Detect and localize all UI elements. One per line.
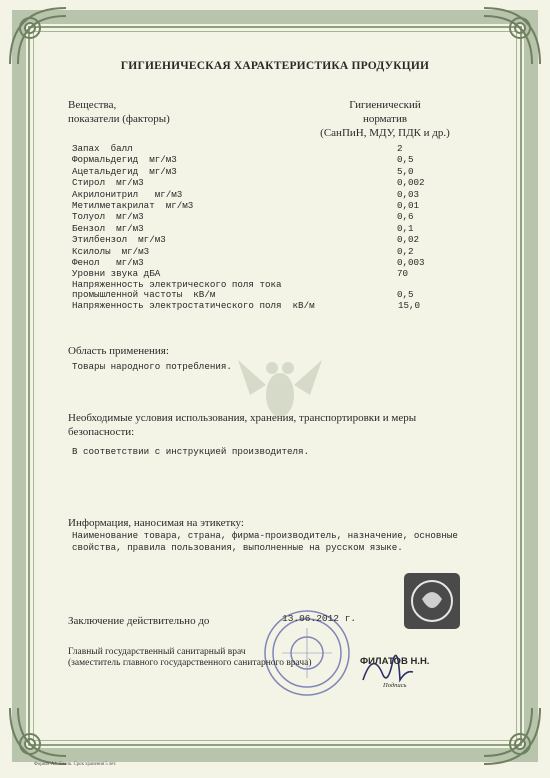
table-row: Напряженность электростатического поля кВ/м 15,0	[72, 299, 421, 311]
form-footer: Формат А4. Бланк. Срок хранения 5 лет.	[34, 762, 117, 767]
expiry-label: Заключение действительно до	[68, 615, 210, 627]
table-row: Уровни звука дБА 70	[72, 268, 409, 280]
table-row: Ксилолы мг/м3 0,2	[72, 245, 414, 257]
column-header-norm: Гигиенический норматив (СанПиН, МДУ, ПДК и др.)	[320, 99, 450, 139]
table-row: Запах балл 2	[72, 143, 403, 154]
scope-text: Товары народного потребления.	[72, 361, 232, 372]
signature-caption: Подпись	[383, 682, 407, 689]
table-row: Ацетальдегид мг/м3 5,0	[72, 165, 414, 177]
scope-label: Область применения:	[68, 345, 169, 357]
table-row: Акрилонитрил мг/м3 0,03	[72, 188, 420, 200]
corner-ornament-icon	[6, 4, 70, 68]
corner-ornament-icon	[480, 704, 544, 768]
signer-title: Главный государственный санитарный врач	[68, 647, 246, 657]
corner-ornament-icon	[480, 4, 544, 68]
table-row: Напряженность электрического поля тока промышленной частоты кВ/м 0,5	[72, 278, 414, 301]
table-row: Толуол мг/м3 0,6	[72, 211, 414, 223]
label-info-label: Информация, наносимая на этикетку:	[68, 517, 244, 529]
table-row: Стирол мг/м3 0,002	[72, 177, 425, 189]
table-row: Формальдегид мг/м3 0,5	[72, 154, 414, 166]
table-row: Этилбензол мг/м3 0,02	[72, 234, 420, 246]
expiry-date: 13.06.2012 г.	[282, 613, 357, 624]
signer-title-deputy: (заместитель главного государственного санитарного врача)	[68, 658, 312, 668]
table-row: Фенол мг/м3 0,003	[72, 256, 425, 268]
label-info-text: Наименование товара, страна, фирма-производитель, назначение, основные свойства, правила пользования, выполненные на русском языке.	[72, 530, 458, 553]
conditions-text: В соответствии с инструкцией производителя.	[72, 446, 310, 457]
document-title: ГИГИЕНИЧЕСКАЯ ХАРАКТЕРИСТИКА ПРОДУКЦИИ	[120, 60, 430, 72]
indicators-table	[72, 143, 472, 311]
hologram-emblem-icon	[404, 573, 460, 629]
table-row: Метилметакрилат мг/м3 0,01	[72, 199, 420, 211]
corner-ornament-icon	[6, 704, 70, 768]
column-header-substances: Вещества, показатели (факторы)	[68, 99, 170, 125]
table-row: Бензол мг/м3 0,1	[72, 222, 414, 234]
signer-name: ФИЛАТОВ Н.Н.	[360, 656, 430, 667]
conditions-label: Необходимые условия использования, хранения, транспортировки и меры безопасности:	[68, 412, 417, 438]
